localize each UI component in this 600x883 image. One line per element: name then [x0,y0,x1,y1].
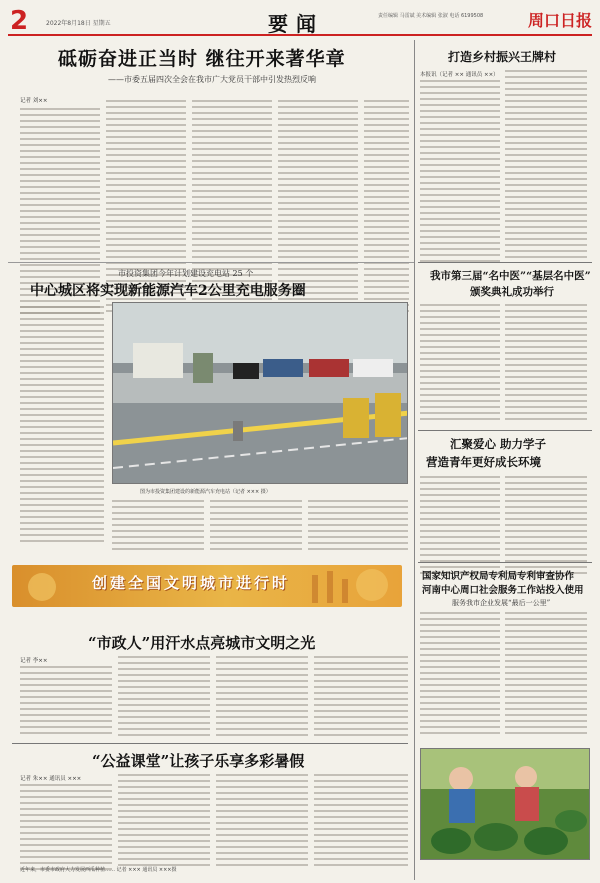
section-divider [418,562,592,563]
civic-body [20,666,112,738]
village-byline: 本报讯（记者 ×× 通讯员 ××） [420,72,499,78]
charging-kicker: 市投资集团今年计划建设充电站 25 个 [118,269,254,278]
section-divider [8,262,414,263]
charging-headline: 中心城区将实现新能源汽车2公里充电服务圈 [30,283,306,299]
newspaper-logo: 周口日报 [527,11,592,30]
civic-body-col4 [314,656,408,740]
lead-byline: 记者 刘×× [20,98,48,104]
charging-photo-caption: 图为市投资集团建设的新能源汽车充电站（记者 ××× 摄） [140,489,271,495]
ip-headline-2: 河南中心周口社会服务工作站投入使用 [422,585,584,596]
charging-station-illustration [113,303,408,484]
editor-info: 责任编辑 马雷斌 美术编辑 张淑 电话 6199508 [378,13,484,19]
class-body-col3 [216,774,308,870]
charging-body-col2 [112,500,204,554]
class-body [20,784,112,874]
watermelon-photo-caption: 近年来，市委市政府大力发展西瓜种植…… 记者 ××× 通讯员 ×××摄 [20,867,177,873]
student-headline-2: 营造青年更好成长环境 [426,455,541,469]
civic-body-col3 [216,656,308,740]
issue-date: 2022年8月18日 星期五 [46,20,111,27]
village-headline: 打造乡村振兴王牌村 [448,50,557,64]
civilization-banner [12,565,402,607]
lead-headline: 砥砺奋进正当时 继往开来著华章 [58,48,346,70]
lead-subtitle: ——市委五届四次全会在我市广大党员干部中引发热烈反响 [108,75,316,84]
section-divider [418,262,592,263]
page-number: 2 [10,6,29,36]
student-headline-1: 汇聚爱心 助力学子 [450,437,547,451]
civic-body-col2 [118,656,210,740]
ip-body-col2 [505,612,587,738]
column-divider [414,40,415,880]
charging-body [20,306,104,546]
section-title: 要闻 [268,12,324,36]
civic-byline: 记者 李×× [20,658,48,664]
ip-headline-1: 国家知识产权局专利局专利审查协作 [422,571,575,582]
doctor-body [420,304,500,424]
village-body [420,80,500,266]
watermelon-photo [420,748,590,860]
masthead [8,6,592,36]
doctor-headline-2: 颁奖典礼成功举行 [470,286,554,298]
charging-body-col4 [308,500,408,554]
class-body-col2 [118,774,210,870]
class-body-col4 [314,774,408,870]
charging-station-photo [112,302,408,484]
class-headline: “公益课堂”让孩子乐享多彩暑假 [92,752,305,770]
section-divider [418,430,592,431]
section-divider [12,743,408,744]
watermelon-harvest-illustration [421,749,590,860]
charging-body-col3 [210,500,302,554]
village-body-col2 [505,70,587,262]
civic-headline: “市政人”用汗水点亮城市文明之光 [88,634,316,652]
doctor-body-col2 [505,304,587,424]
ip-body [420,612,500,738]
banner-title: 创建全国文明城市进行时 [92,574,291,592]
class-byline: 记者 朱×× 通讯员 ××× [20,776,82,782]
doctor-headline-1: 我市第三届“名中医”“基层名中医” [430,270,591,282]
ip-subtitle: 服务我市企业发展“最后一公里” [452,599,551,607]
lead-body-col5 [364,100,409,316]
